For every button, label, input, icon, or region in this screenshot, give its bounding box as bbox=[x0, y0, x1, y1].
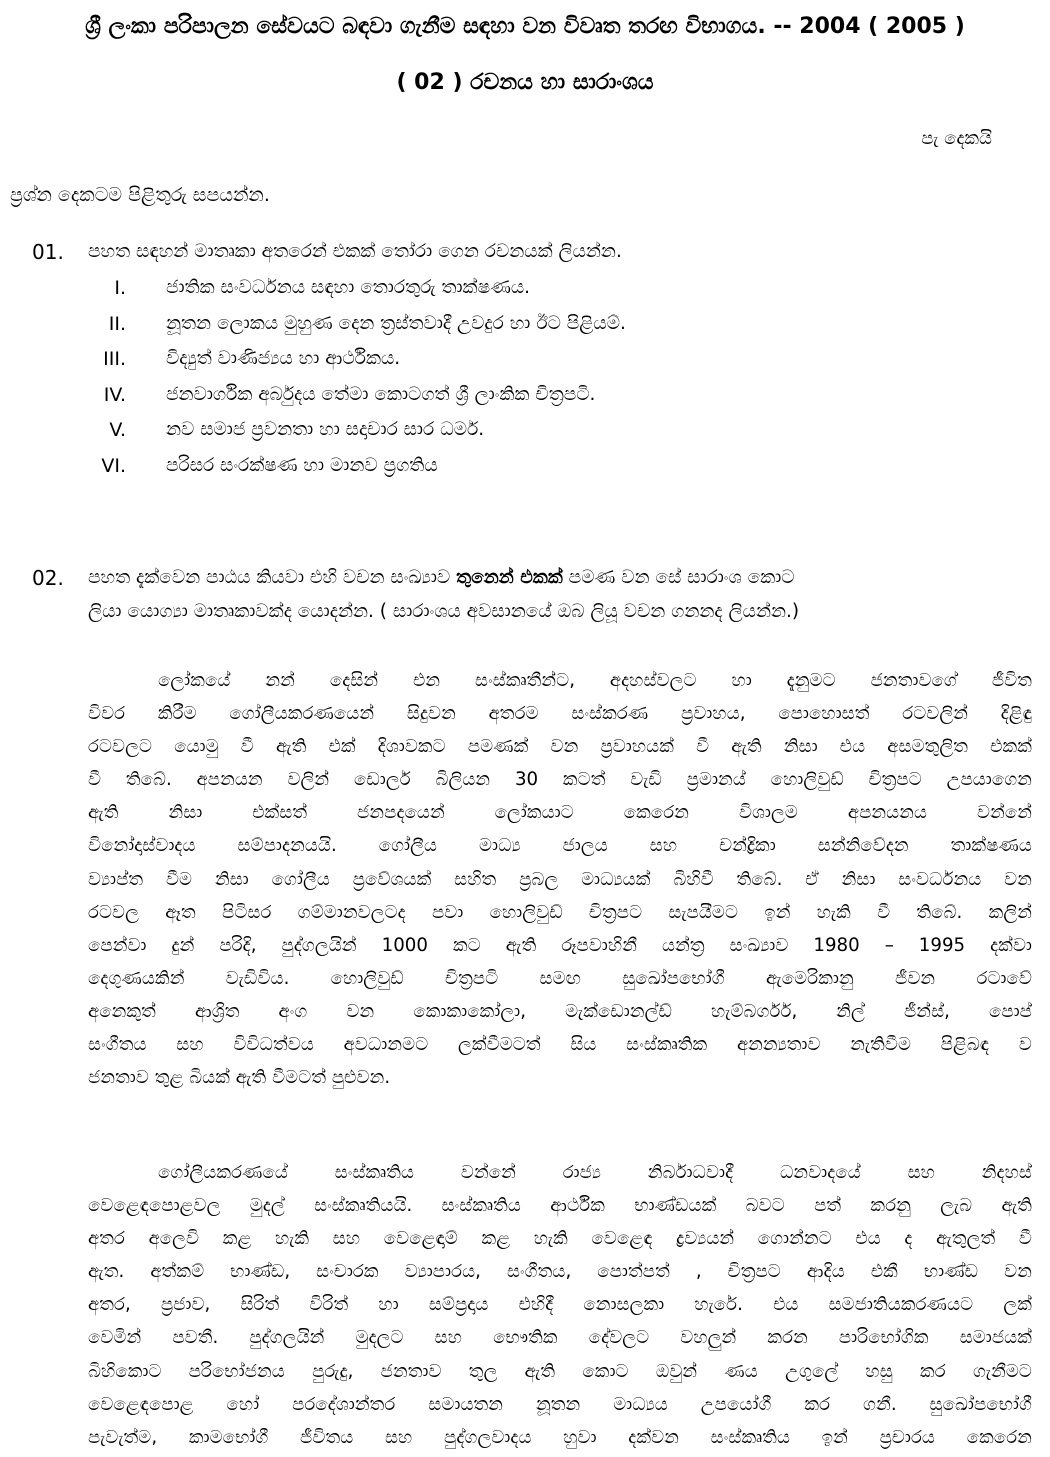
list-item bbox=[0, 417, 1050, 453]
passage-line: ඇත. අත්කම් භාණ්ඩ, සංචාරක ව්‍යාපාරය, සංගීතය, පොත්පත් , චිත්‍රපට ආදිය එකී භාණ්ඩ වන bbox=[88, 1261, 1032, 1283]
question-2-number: 02. bbox=[32, 566, 64, 590]
passage-line: වෙළෙඳපොළවල මුදල් සංස්කෘතියයි. සංස්කෘතිය ආර්ථික භාණ්ඩයක් බවට පත් කරනු ලැබ ඇති bbox=[88, 1195, 1032, 1217]
passage-line: සංගීතය සහ විවිධත්වය අවධානමට ලක්වීමටත් සිය සංස්කෘතික අනන්‍යතාව නැතිවීම පිළිබඳ ව bbox=[88, 1034, 1032, 1056]
question-1-prompt: පහත සඳහන් මාතෘකා අතරෙන් එකක් තෝරා ගෙන රචනයක් ලියන්න. bbox=[88, 241, 622, 262]
marks-label: පැ දෙකයි bbox=[921, 128, 992, 149]
passage-line: ව්‍යාප්ත වීම නිසා ගෝලීය ප්‍රවේශයක් සහිත ප්‍රබල මාධ්‍යයක් බිහිවී තිබේ. ඒ නිසා සංවර්ධනය වන bbox=[88, 868, 1032, 890]
passage-line: ගෝලීයකරණයේ සංස්කෘතිය වන්නේ රාජ්‍ය නිර්බාධවාදී ධනවාදයේ සහ නිදහස් bbox=[158, 1162, 1032, 1183]
topic-text: ජනවාර්ගික අර්බුදය තේමා කොටගත් ශ්‍රී ලාංකික චිත්‍රපටි. bbox=[166, 383, 596, 405]
passage-line: පැවැත්ම, කාමභෝගී ජීවිතය සහ පුද්ගලවාදය හුවා දක්වන සංස්කෘතිය ඉන් ප්‍රචාරය කෙරෙන bbox=[88, 1426, 1032, 1448]
topic-list bbox=[0, 275, 1050, 488]
passage-line: රටවලට යොමු වී ඇති එක් දිශාවකට පමණක් වන ප්‍රවාහයක් වී ඇති නිසා එය අසමතුලිත එකක් bbox=[88, 736, 1032, 758]
topic-numeral: II. bbox=[108, 312, 126, 335]
topic-text: විද්‍යුත් වාණිජ්‍යය හා ආර්ථිකය. bbox=[166, 348, 401, 369]
list-item bbox=[0, 453, 1050, 489]
passage-line: ජනතාව තුළ බියක් ඇති වීමටත් පුළුවන. bbox=[88, 1067, 391, 1089]
topic-text: නූතන ලොකය මුහුණ දෙන ත්‍රස්තවාදී උවදුර හා ඊට පිළියම්. bbox=[166, 312, 626, 334]
instruction: ප්‍රශ්න දෙකටම පිළිතුරු සපයන්න. bbox=[10, 184, 270, 206]
exam-title: ශ්‍රී ලංකා පරිපාලන සේවයට බඳවා ගැනීම සඳහා වන විවෘත තරඟ විභාගය. -- 2004 ( 2005 ) bbox=[85, 14, 965, 39]
topic-numeral: IV. bbox=[103, 383, 126, 406]
question-1-number: 01. bbox=[32, 240, 64, 264]
question-2-prompt-line-2: ලියා යොග්‍යා මාතෘකාවක්ද යොදන්න. ( සාරාංශය අවසානයේ ඔබ ලියූ වචන ගනනද ලියන්න.) bbox=[88, 601, 800, 622]
list-item bbox=[0, 275, 1050, 311]
question-2-prompt-line-1 bbox=[88, 567, 795, 588]
passage-line: අතර, ප්‍රජාව, සිරිත් විරිත් හා සම්ප්‍රදාය එහිදී නොසලකා හැරේ. එය සමජාතියකරණයට ලක් bbox=[88, 1294, 1032, 1316]
passage-line: වෙමින් පවතී. පුද්ගලයින් මුදලට සහ භෞතික දේවලට වහලුන් කරන පාරිභෝගික සමාජයක් bbox=[88, 1327, 1032, 1349]
passage-line: වී තිබේ. අපනයන වලින් ඩොලර් බිලියන 30 කටත් වැඩි ප්‍රමානය් හොලිවුඩ් චිත්‍රපට උපයාගෙන bbox=[88, 769, 1032, 791]
passage-line: විනෝදාස්වාදය සම්පාදනයයි. ගෝලීය මාධ්‍ය ජාලය සහ චන්ද්‍රිකා සන්නිවේදන තාක්ෂණය bbox=[88, 835, 1032, 857]
passage-line: ලෝකයේ නන් දෙසින් එන සංස්කෘතීන්ට, අදහස්වලට හා දැනුමට ජනතාවගේ ජීවිත bbox=[158, 670, 1032, 691]
passage-line: දෙගුණයකින් වැඩිවිය. හොලිවුඩ් චිත්‍රපටි සමඟ සුඛෝපභෝගී ඇමෙරිකානු ජීවන රටාවේ bbox=[88, 967, 1032, 989]
passage-line: අනෙකුත් ආශ්‍රිත අංග වන කොකාකෝලා, මැක්ඩොනල්ඩ් හැම්බර්ගර්, නිල් ජීන්ස්, පොප් bbox=[88, 1000, 1032, 1022]
passage-line: වෙළෙඳපොළ හෝ පරදේශාන්තර සමායතන නූතන මාධ්‍යය උපයෝගී කර ගනී. සුඛෝපභෝගී bbox=[88, 1393, 1032, 1415]
passage-paragraph-1 bbox=[88, 664, 1032, 1094]
passage-line: රටවල ඈත පිටිසර ගම්මානවලටද පවා හොලිවුඩ් චිත්‍රපට සැපයීමට ඉන් හැකි වී තිබේ. කලින් bbox=[88, 901, 1032, 923]
prompt-text: පමණ වන සේ සාරාංශ කොට bbox=[562, 567, 795, 588]
list-item bbox=[0, 382, 1050, 418]
passage-line: විවර කිරීම ගෝලීයකරණයෙන් සිදුවන අතරම සංස්කරණ ප්‍රවාහය, පොහොසත් රටවලින් දිළිඳු bbox=[88, 703, 1032, 725]
topic-numeral: VI. bbox=[101, 454, 126, 477]
prompt-text: පහත දැක්වෙන පාඨය කියවා එහි වචන සංඛ්‍යාව bbox=[88, 567, 457, 588]
topic-text: පරිසර සංරක්ෂණ හා මානව ප්‍රගතිය bbox=[166, 454, 438, 476]
topic-numeral: V. bbox=[109, 419, 126, 441]
passage-line: අතර අලෙවි කළ හැකි සහ වෙළෙඳාම් කළ හැකි වෙළෙඳ ද්‍රව්‍යයන් ගොන්නට එය ද ඇතුලත් වී bbox=[88, 1228, 1032, 1250]
list-item bbox=[0, 346, 1050, 382]
passage-line: බිහිකොට පරිභෝජනය පුරුදු, ජනතාව තුල ඇති කොට ඔවුන් ණය උගුලේ හසු කර ගැනීමට bbox=[88, 1360, 1032, 1382]
list-item bbox=[0, 311, 1050, 347]
topic-text: නව සමාජ ප්‍රවනතා හා සදාචාර සාර ධර්ම. bbox=[166, 419, 485, 440]
prompt-emphasis: තුනෙන් එකක් bbox=[456, 567, 563, 588]
topic-numeral: I. bbox=[114, 277, 126, 299]
paper-subtitle: ( 02 ) රචනය හා සාරාංශය bbox=[396, 70, 654, 95]
topic-text: ජාතික සංවර්ධනය සඳහා තොරතුරු තාක්ෂණය. bbox=[166, 277, 531, 298]
passage-paragraph-2 bbox=[88, 1156, 1032, 1454]
topic-numeral: III. bbox=[103, 348, 126, 370]
passage-line: ඇති නිසා එක්සත් ජනපදයෙන් ලෝකයාට කෙරෙන විශාලම අපනයනය වන්නේ bbox=[88, 802, 1032, 824]
passage-line: පෙන්වා දුන් පරිදි, පුද්ගලයින් 1000 කට ඇති රූපවාහිනී යන්ත්‍ර සංඛ්‍යාව 1980 – 1995 දක්වා bbox=[88, 934, 1032, 956]
